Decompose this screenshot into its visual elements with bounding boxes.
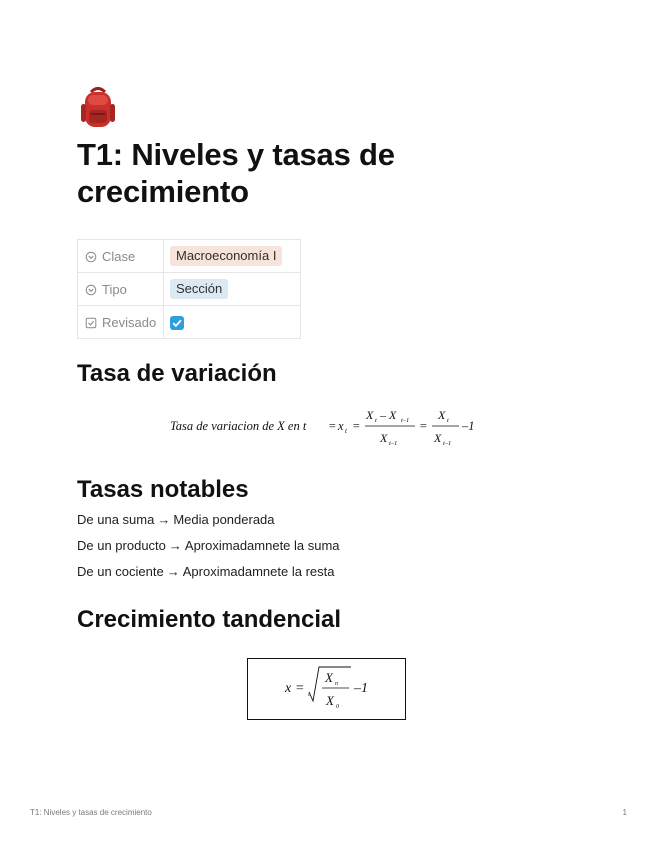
backpack-icon: [77, 86, 119, 130]
svg-text:X: X: [438, 408, 446, 422]
property-label: Tipo: [102, 281, 127, 297]
list-item: De una suma → Media ponderada: [77, 512, 275, 527]
property-row-revisado: [78, 306, 301, 339]
property-value-tipo[interactable]: [164, 273, 301, 306]
property-name-clase: [78, 240, 164, 273]
svg-text:t: t: [447, 417, 449, 424]
svg-text:=: =: [352, 419, 361, 433]
arrow-right-icon: →: [157, 512, 171, 527]
heading-crecimiento-tandencial: Crecimiento tandencial: [77, 606, 342, 633]
property-row-tipo: [78, 273, 301, 306]
formula-root-image: [248, 659, 404, 718]
svg-text:=: =: [419, 419, 428, 433]
svg-text:=: =: [295, 681, 305, 696]
arrow-right-icon: →: [168, 538, 182, 553]
arrow-right-icon: →: [166, 564, 180, 579]
check-icon: [170, 316, 184, 330]
heading-tasas-notables: Tasas notables: [77, 476, 249, 503]
svg-text:X: X: [366, 408, 374, 422]
svg-text:t–1: t–1: [443, 440, 452, 447]
svg-text:t–1: t–1: [401, 417, 410, 424]
svg-text:0: 0: [336, 704, 339, 710]
property-name-revisado: [78, 306, 164, 339]
property-value-revisado[interactable]: [164, 306, 301, 339]
page-title: T1: Niveles y tasas de crecimiento: [77, 137, 395, 209]
svg-text:t: t: [345, 427, 347, 435]
svg-text:–1: –1: [354, 681, 368, 696]
properties-table: [77, 239, 301, 339]
list-item: De un cociente → Aproximadamnete la resta: [77, 564, 335, 579]
svg-text:n: n: [308, 693, 311, 698]
svg-text:X: X: [326, 693, 334, 708]
tag-clase[interactable]: Macroeconomía I: [170, 246, 282, 266]
svg-text:t: t: [375, 417, 377, 424]
formula-var: x: [338, 419, 344, 433]
heading-tasa-de-variacion: Tasa de variación: [77, 360, 277, 387]
select-icon: [85, 284, 97, 296]
svg-text:=: =: [328, 419, 337, 433]
formula-tasa-variacion: [168, 404, 488, 450]
checkbox-icon: [85, 317, 97, 329]
property-name-tipo: [78, 273, 164, 306]
svg-text:–1: –1: [462, 419, 475, 433]
svg-text:t–1: t–1: [389, 440, 398, 447]
property-value-clase[interactable]: [164, 240, 301, 273]
svg-text:x: x: [285, 681, 292, 696]
list-item: De un producto → Aproximadamnete la suma: [77, 538, 340, 553]
svg-text:X: X: [434, 431, 442, 445]
property-row-clase: [78, 240, 301, 273]
svg-text:X: X: [380, 431, 388, 445]
property-label: Clase: [102, 248, 136, 264]
property-label: Revisado: [102, 314, 157, 330]
formula-lhs: Tasa de variacion de X en t: [170, 419, 307, 433]
footer-page-number: 1: [622, 808, 627, 817]
revisado-checkbox[interactable]: [170, 316, 184, 330]
footer-title: T1: Niveles y tasas de crecimiento: [30, 808, 152, 817]
svg-text:X: X: [325, 670, 333, 685]
svg-text:– X: – X: [380, 408, 397, 422]
formula-crecimiento-tendencial: [247, 658, 406, 720]
tag-tipo[interactable]: Sección: [170, 279, 228, 299]
select-icon: [85, 251, 97, 263]
svg-text:n: n: [335, 681, 338, 687]
